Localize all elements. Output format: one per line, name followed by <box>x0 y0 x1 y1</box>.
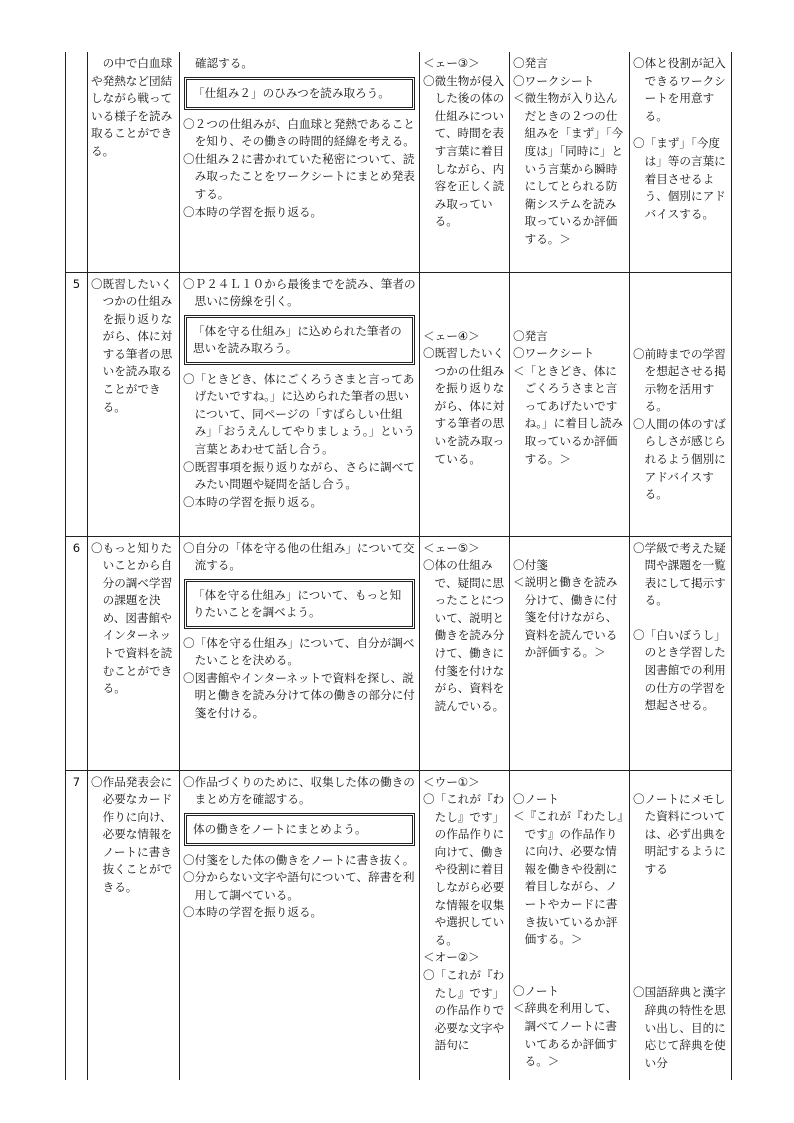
activities-cell <box>180 770 420 1080</box>
learning-activity: 〇本時の学習を振り返る。 <box>183 204 323 219</box>
evaluation-criterion-heading: ＜ェー③＞ <box>423 56 480 70</box>
support-note: 〇「まず」「今度は」等の言葉に着目させるよう、個別にアドバイスする。 <box>633 136 726 221</box>
lesson-aim <box>88 536 180 770</box>
learning-activity: 〇本時の学習を振り返る。 <box>183 494 323 509</box>
evaluation-method: ＜微生物が入り込んだときの２つの仕組みを「まず」「今度は」「同時に」という言葉から瞬時にしてとられる防衛システムを読み取っているか評価する。＞ <box>513 91 624 246</box>
learning-activity: 〇仕組み２に書かれていた秘密について、読み取ったことをワークシートにまとめ発表する。 <box>183 151 415 201</box>
lesson-plan-table <box>65 52 732 1080</box>
criteria-cell <box>420 536 510 770</box>
lesson-aim-text: 〇既習したいくつかの仕組みを振り返りながら、体に対する筆者の思いを読み取ることができる。 <box>91 276 173 414</box>
support-cell <box>630 770 732 1080</box>
evaluation-method-heading: 〇ノート <box>513 983 560 998</box>
support-note: 〇前時までの学習を想起させる掲示物を活用する。 <box>633 346 726 414</box>
criteria-cell <box>420 770 510 1080</box>
lesson-row <box>66 770 732 1080</box>
activities-cell <box>180 52 420 272</box>
learning-activity: 〇既習事項を振り返りながら、さらに調べてみたい問題や疑問を話し合う。 <box>183 459 415 492</box>
support-note: 〇学級で考えた疑問や課題を一覧表にして掲示する。 <box>633 540 726 608</box>
evaluation-criterion: 〇「これが『わたし』です」の作品作りに向けて、働きや役割に着目しながら必要な情報を収集や選択している。 <box>423 792 505 947</box>
lesson-goal-box: 「体を守る仕組み」について、もっと知りたいことを調べよう。 <box>184 579 415 629</box>
learning-activity: 〇作品づくりのために、収集した体の働きのまとめ方を確認する。 <box>183 774 415 807</box>
support-note: 〇ノートにメモした資料については、必ず出典を明記するようにする <box>633 791 726 876</box>
evaluation-criterion: 〇既習したいくつかの仕組みを振り返りながら、体に対する筆者の思いを読み取っている。 <box>423 346 505 466</box>
lesson-goal-box: 「体を守る仕組み」に込められた筆者の思いを読み取ろう。 <box>184 315 415 365</box>
criteria-cell <box>420 52 510 272</box>
methods-cell <box>510 272 630 536</box>
lesson-aim <box>88 770 180 1080</box>
evaluation-method-heading: 〇発言 <box>513 56 548 70</box>
support-note: 〇国語辞典と漢字辞典の特性を思い出し、目的に応じて辞典を使い分 <box>633 985 726 1070</box>
support-cell <box>630 536 732 770</box>
criteria-cell <box>420 272 510 536</box>
learning-activity: 〇「体を守る仕組み」について、自分が調べたいことを決める。 <box>183 635 415 668</box>
evaluation-method-heading: 〇発言 <box>513 328 548 343</box>
lesson-goal-box: 「仕組み２」のひみつを読み取ろう。 <box>184 77 415 110</box>
evaluation-method: ＜辞典を利用して、調べてノートに書いてあるか評価する。＞ <box>513 1001 618 1069</box>
learning-activity: 〇２つの仕組みが、白血球と発熱であることを知り、その働きの時間的経緯を考える。 <box>183 116 415 149</box>
methods-cell <box>510 770 630 1080</box>
methods-cell <box>510 52 630 272</box>
activities-cell <box>180 536 420 770</box>
learning-activity-heading: 確認する。 <box>195 56 253 70</box>
evaluation-method-heading: 〇付箋 <box>513 557 548 572</box>
evaluation-method-heading: 〇ワークシート <box>513 73 595 88</box>
evaluation-criterion: 〇微生物が侵入した後の体の仕組みについて、時間を表す言葉に着目しながら、内容を正しく読み取っている。 <box>423 73 505 229</box>
evaluation-method: ＜説明と働きを読み分けて、働きに付箋を付けながら、資料を読んでいるか評価する。＞ <box>513 575 618 660</box>
learning-activity: 〇付箋をした体の働きをノートに書き抜く。 <box>183 852 415 867</box>
evaluation-criterion: 〇「これが『わたし』です」の作品作りで必要な文字や語句に <box>423 968 505 1053</box>
evaluation-criterion-heading: ＜ウー①＞ <box>423 774 480 789</box>
evaluation-criterion: 〇体の仕組みで、疑問に思ったことについて、説明と働きを読み分けて、働きに付箋を付けながら、資料を読んでいる。 <box>423 558 505 713</box>
evaluation-method: ＜「ときどき、体にごくろうさまと言ってあげたいですね。」に着目し読み取っているか評価する。＞ <box>513 363 624 466</box>
learning-activity: 〇「ときどき、体にごくろうさまと言ってあげたいですね。」に込められた筆者の思いについて、同ページの「すばらしい仕組み」「おうえんしてやりましょう。」という言葉とあわせて話し合う。 <box>183 371 415 457</box>
lesson-aim-text: 〇作品発表会に必要なカード作りに向け、必要な情報をノートに書き抜くことができる。 <box>91 774 173 895</box>
lesson-number: 7 <box>66 770 88 1080</box>
support-note: 〇人間の体のすばらしさが感じられるよう個別にアドバイスする。 <box>633 416 726 502</box>
learning-activity: 〇Ｐ２４Ｌ１０から最後までを読み、筆者の思いに傍線を引く。 <box>183 276 416 309</box>
learning-activity: 〇図書館やインターネットで資料を探し、説明と働きを読み分けて体の働きの部分に付箋を付ける。 <box>183 670 415 721</box>
learning-activity: 〇自分の「体を守る他の仕組み」について交流する。 <box>183 540 415 573</box>
support-note: 〇「白いぼうし」のとき学習した図書館での利用の仕方の学習を想起させる。 <box>633 627 726 713</box>
lesson-aim <box>88 272 180 536</box>
evaluation-criterion-heading: ＜ェー⑤＞ <box>423 540 480 555</box>
support-cell <box>630 272 732 536</box>
lesson-row <box>66 536 732 770</box>
evaluation-criterion-heading: ＜オー②＞ <box>423 950 480 965</box>
lesson-number: 6 <box>66 536 88 770</box>
evaluation-criterion-heading: ＜ェー④＞ <box>423 328 480 343</box>
learning-activity: 〇本時の学習を振り返る。 <box>183 905 323 920</box>
lesson-aim-text: の中で白血球や発熱など団結しながら戦っている様子を読み取ることができる。 <box>91 56 173 158</box>
evaluation-method: ＜『これが『わたし』です』の作品作りに向け、必要な情報を働きや役割に着目しながら、ノートやカードに書き抜いているか評価する。＞ <box>513 809 624 947</box>
lesson-aim-text: 〇もっと知りたいことから自分の調べ学習の課題を決め、図書館やインターネットで資料を読むことができる。 <box>91 540 173 696</box>
lesson-row <box>66 272 732 536</box>
methods-cell <box>510 536 630 770</box>
support-cell <box>630 52 732 272</box>
evaluation-method-heading: 〇ワークシート <box>513 346 595 361</box>
support-note: 〇体と役割が記入できるワークシートを用意する。 <box>633 56 726 123</box>
evaluation-method-heading: 〇ノート <box>513 791 560 806</box>
activities-cell <box>180 272 420 536</box>
lesson-number <box>66 52 88 272</box>
lesson-aim <box>88 52 180 272</box>
lesson-row <box>66 52 732 272</box>
lesson-number: 5 <box>66 272 88 536</box>
learning-activity: 〇分からない文字や語句について、辞書を利用して調べている。 <box>183 870 415 902</box>
lesson-goal-box: 体の働きをノートにまとめよう。 <box>184 813 415 846</box>
